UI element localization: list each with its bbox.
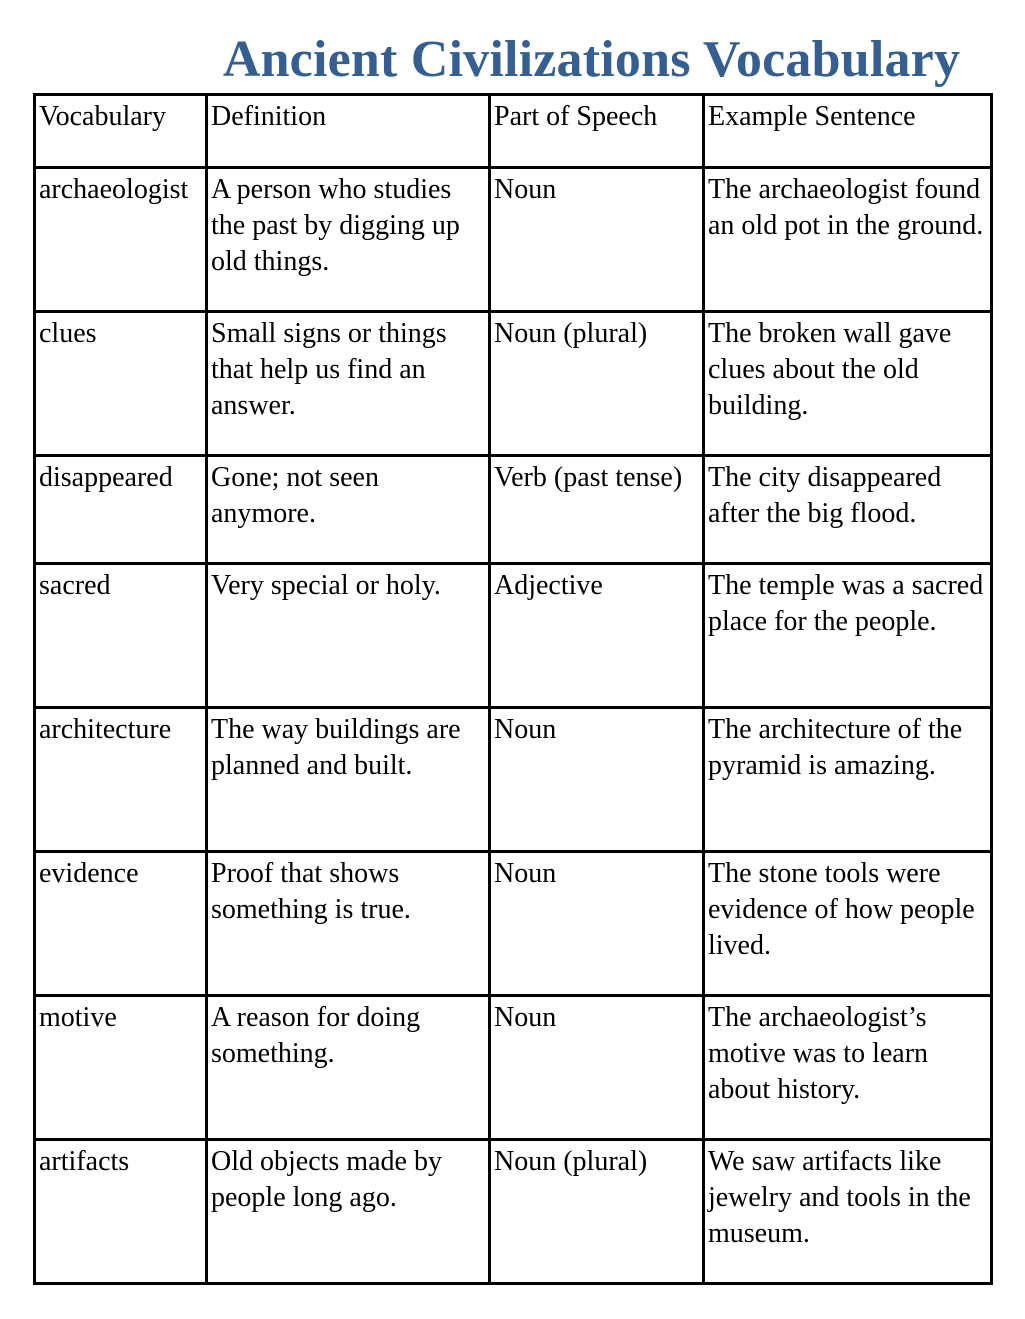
definition-cell: A person who studies the past by digging up old things.	[207, 168, 490, 312]
table-row	[35, 564, 992, 708]
vocabulary-word: evidence	[35, 852, 207, 996]
table-row	[35, 708, 992, 852]
example-sentence-cell: The stone tools were evidence of how people lived.	[704, 852, 992, 996]
definition-cell: Proof that shows something is true.	[207, 852, 490, 996]
definition-cell: A reason for doing something.	[207, 996, 490, 1140]
example-sentence-cell: The archaeologist’s motive was to learn about history.	[704, 996, 992, 1140]
definition-cell: Small signs or things that help us find an answer.	[207, 312, 490, 456]
vocabulary-word: architecture	[35, 708, 207, 852]
table-row	[35, 456, 992, 564]
table-row	[35, 168, 992, 312]
table-row	[35, 312, 992, 456]
example-sentence-cell: The city disappeared after the big flood.	[704, 456, 992, 564]
table-row	[35, 996, 992, 1140]
table-row	[35, 1140, 992, 1284]
vocabulary-word: archaeologist	[35, 168, 207, 312]
table-header-row	[35, 95, 992, 168]
example-sentence-cell: The architecture of the pyramid is amazing.	[704, 708, 992, 852]
part-of-speech-cell: Noun (plural)	[490, 1140, 704, 1284]
header-part-of-speech: Part of Speech	[490, 95, 704, 168]
example-sentence-cell: The archaeologist found an old pot in the ground.	[704, 168, 992, 312]
vocabulary-word: motive	[35, 996, 207, 1140]
page-title: Ancient Civilizations Vocabulary	[222, 31, 961, 88]
header-definition: Definition	[207, 95, 490, 168]
vocabulary-word: clues	[35, 312, 207, 456]
header-vocabulary: Vocabulary	[35, 95, 207, 168]
part-of-speech-cell: Noun	[490, 708, 704, 852]
definition-cell: The way buildings are planned and built.	[207, 708, 490, 852]
part-of-speech-cell: Adjective	[490, 564, 704, 708]
vocabulary-word: disappeared	[35, 456, 207, 564]
part-of-speech-cell: Noun (plural)	[490, 312, 704, 456]
definition-cell: Very special or holy.	[207, 564, 490, 708]
vocabulary-word: artifacts	[35, 1140, 207, 1284]
part-of-speech-cell: Noun	[490, 996, 704, 1140]
part-of-speech-cell: Noun	[490, 852, 704, 996]
header-example-sentence: Example Sentence	[704, 95, 992, 168]
vocabulary-word: sacred	[35, 564, 207, 708]
definition-cell: Gone; not seen anymore.	[207, 456, 490, 564]
part-of-speech-cell: Noun	[490, 168, 704, 312]
table-row	[35, 852, 992, 996]
vocabulary-table	[33, 93, 993, 1285]
example-sentence-cell: The temple was a sacred place for the people.	[704, 564, 992, 708]
example-sentence-cell: We saw artifacts like jewelry and tools in the museum.	[704, 1140, 992, 1284]
part-of-speech-cell: Verb (past tense)	[490, 456, 704, 564]
example-sentence-cell: The broken wall gave clues about the old building.	[704, 312, 992, 456]
definition-cell: Old objects made by people long ago.	[207, 1140, 490, 1284]
